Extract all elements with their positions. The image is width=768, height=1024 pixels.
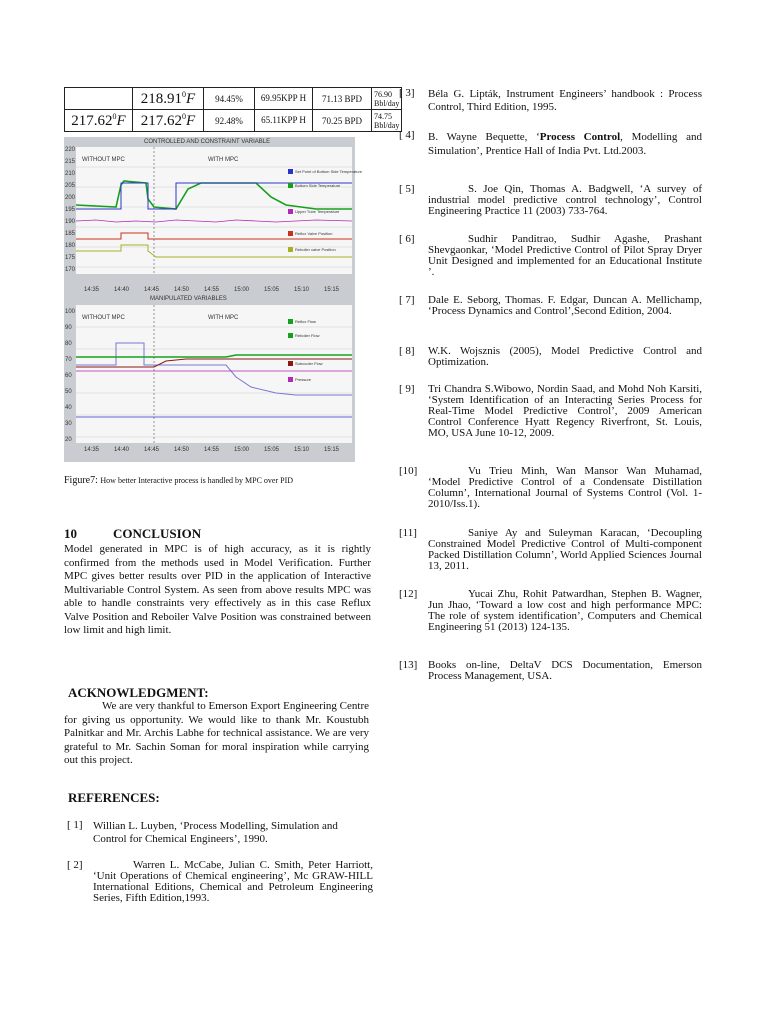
legend-entry: Subcooler Flow (288, 361, 323, 366)
with-mpc-label: WITH MPC (208, 157, 239, 163)
reference-item: [ 7] Dale E. Seborg, Thomas. F. Edgar, Duncan A. Mellichamp, ‘Process Dynamics and Control’,Second Edition, 2004. (399, 294, 702, 317)
table-cell: 217.62$^0$F (65, 110, 133, 132)
legend-entry: Set Point of Bottom Side Temperature (288, 169, 362, 174)
legend-entry: Reboiler Flow (288, 333, 319, 338)
table-cell: 218.91$^0$F (133, 88, 204, 110)
bottom-panel-title: MANIPULATED VARIABLES (150, 296, 227, 302)
legend-entry: Reboiler valve Position (288, 247, 336, 252)
bottom-trend-plot (76, 305, 352, 443)
bottom-trend-panel (76, 305, 352, 443)
reference-item: [ 6] Sudhir Panditrao, Sudhir Agashe, Prashant Shevgaonkar, ‘Model Predictive Control of Pilot Spray Dryer Unit Designed and implemented for an Educational Institute ’. (399, 233, 702, 278)
conclusion-text: Model generated in MPC is of high accuracy, as it is rightly confirmed from the methods used in Model Verification. Further MPC gives better results over PID in the application of Interactive Multivariable Control System. As seen from above results MPC was able to handle constraints very effectively as in this case Reflux Valve Position and Reboiler Valve Position was constrained between low limit and high limit. (64, 543, 371, 636)
legend-entry: Reflux Flow (288, 319, 316, 324)
legend-entry: Pressure (288, 377, 311, 382)
table-row (65, 110, 402, 132)
table-cell: 94.45% (204, 88, 255, 110)
reference-item: [ 5] S. Joe Qin, Thomas A. Badgwell, ‘A survey of industrial model predictive control technology’, Control Engineering Practice 11 (2003) 733-764. (399, 183, 702, 217)
acknowledgment-heading: ACKNOWLEDGMENT: (68, 685, 209, 700)
reference-item: [11] Saniye Ay and Suleyman Karacan, ‘Decoupling Constrained Model Predictive Control of Multi-component Packed Distillation Column’, World Applied Sciences Journal 13, 2011. (399, 527, 702, 572)
figure-7: CONTROLLED AND CONSTRAINT VARIABLE WITHOUT MPC WITH MPC Set Point of Bottom Side Temperature Bottom Side Temperature Upper Tube Temperature Reflux Valve Position Reboiler valve Position 220 215 210 205 200 195 190 185 180 175 170 14:35 14:40 14:45 14:50 14:55 15:00 15:05 15:10 15:15 MANIPULATED VARIABLES WITHOUT MPC WITH MPC Reflux Flow Reboiler Flow Subcooler Flow Pressure 100 90 80 70 60 50 40 30 20 14:35 14:40 14:45 14:50 14:55 15:00 15:05 15:10 15:15 (64, 137, 355, 462)
without-mpc-label: WITHOUT MPC (82, 315, 125, 321)
table-cell: 92.48% (204, 110, 255, 132)
legend-entry: Reflux Valve Position (288, 231, 333, 236)
table-cell: 76.90 Bbl/day (372, 88, 402, 110)
legend-entry: Bottom Side Temperature (288, 183, 340, 188)
reference-item: [ 3] Béla G. Lipták, Instrument Engineers’ handbook : Process Control, Third Edition, 1995. (399, 87, 702, 113)
conclusion-heading: 10 CONCLUSION (64, 526, 202, 541)
without-mpc-label: WITHOUT MPC (82, 157, 125, 163)
figure-caption: Figure7: How better Interactive process is handled by MPC over PID (64, 475, 294, 486)
reference-item: [ 1] Willian L. Luyben, ‘Process Modelling, Simulation and Control for Chemical Engineers’, 1990. (67, 819, 338, 845)
table-cell: 70.25 BPD (313, 110, 372, 132)
legend-entry: Upper Tube Temperature (288, 209, 339, 214)
reference-item: [ 9] Tri Chandra S.Wibowo, Nordin Saad, and Mohd Noh Karsiti, ‘System Identification of an Interacting Series Process for Real-Time Model Predictive Control’, 2009 American Control Conference Hyatt Regency Riverfront, St. Louis, MO, USA June 10-12, 2009. (399, 383, 702, 439)
table-cell: 217.62$^0$F (133, 110, 204, 132)
reference-item: [ 4] B. Wayne Bequette, ‘Process Control, Modelling and Simulation’, Prentice Hall of India Pvt. Ltd.2003. (399, 129, 702, 157)
acknowledgment-text: We are very thankful to Emerson Export Engineering Centre for giving us opportunity. We would like to thank Mr. Koustubh Palnitkar and Mr. Archis Labhe for technical assistance. We are very grateful to Mr. Sachin Soman for moral inspiration while carrying out this project. (64, 700, 369, 766)
reference-item: [10] Vu Trieu Minh, Wan Mansor Wan Muhamad, ‘Model Predictive Control of a Condensate Distillation Column’, International Journal of Systems Control (Vol. 1-2010/Iss.1). (399, 465, 702, 510)
table-row (65, 88, 402, 110)
with-mpc-label: WITH MPC (208, 315, 239, 321)
table-cell (65, 88, 133, 110)
table-cell: 65.11KPP H (255, 110, 313, 132)
reference-item: [13] Books on-line, DeltaV DCS Documentation, Emerson Process Management, USA. (399, 659, 702, 682)
results-table (64, 87, 402, 132)
reference-item: [12] Yucai Zhu, Rohit Patwardhan, Stephen B. Wagner, Jun Jhao, ‘Toward a low cost and high performance MPC: The role of system identification’, Computers and Chemical Engineering 51 (2013) 124-135. (399, 588, 702, 633)
top-trend-panel (76, 147, 363, 274)
reference-item: [ 2] Warren L. McCabe, Julian C. Smith, Peter Harriott, ‘Unit Operations of Chemical engineering’, Mc GRAW-HILL International Editions, Chemical and Petroleum Engineering Series, Fifth Edition,1993. (67, 859, 373, 904)
table-cell: 69.95KPP H (255, 88, 313, 110)
reference-item: [ 8] W.K. Wojsznis (2005), Model Predictive Control and Optimization. (399, 345, 702, 368)
table-cell: 74.75 Bbl/day (372, 110, 402, 132)
table-cell: 71.13 BPD (313, 88, 372, 110)
references-heading: REFERENCES: (68, 790, 160, 805)
top-panel-title: CONTROLLED AND CONSTRAINT VARIABLE (144, 139, 271, 145)
